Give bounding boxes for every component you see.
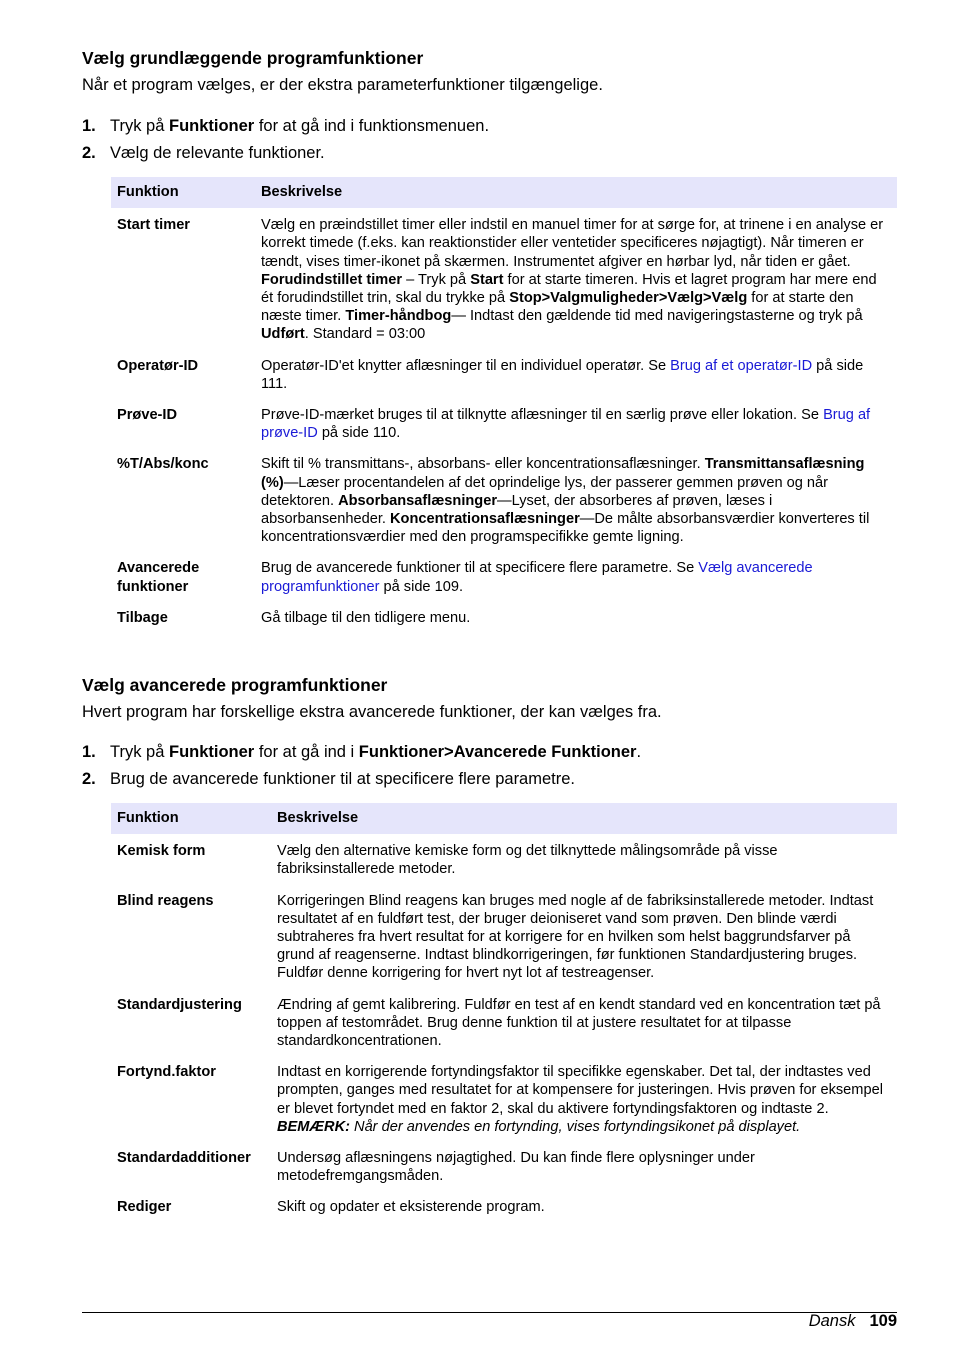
row-description: Korrigeringen Blind reagens kan bruges med nogle af de fabriksinstallerede metoder. Indtast resultatet af en fuldført test, der bruger deioniseret vand som prøven. Den blinde værdi subtraheres fra hvert resultat for at korrigere for en hvilken som helst baggrundsfarver på grund af reagenserne. Indtast blindkorrigeringen, før funktionen Standardjustering bruges. Fuldfør denne korrigering for hvert nyt lot af testreagenser. bbox=[277, 892, 874, 982]
step-2 bbox=[82, 144, 325, 163]
row-key: %T/Abs/konc bbox=[117, 456, 209, 473]
step-bold: Funktioner>Avancerede Funktioner bbox=[358, 743, 637, 761]
footer-language: Dansk bbox=[808, 1312, 856, 1330]
note-label: BEMÆRK: bbox=[277, 1118, 350, 1135]
row-key: Standardadditioner bbox=[117, 1150, 251, 1167]
step-bold: Funktioner bbox=[168, 117, 255, 135]
footer-divider bbox=[82, 1312, 897, 1313]
column-header-function: Funktion bbox=[111, 803, 271, 834]
row-key: Tilbage bbox=[117, 609, 168, 626]
row-description: Skift og opdater et eksisterende program. bbox=[277, 1199, 545, 1216]
step-number: 1. bbox=[82, 117, 96, 135]
table-header-row bbox=[111, 803, 897, 834]
operator-id-link[interactable]: Brug af et operatør-ID bbox=[670, 357, 813, 374]
step-2 bbox=[82, 770, 575, 789]
row-description: Indtast en korrigerende fortyndingsfaktor til specifikke egenskaber. Det tal, der indtastes ved prompten, ganges med resultatet for at kompensere for justeringen. Hvis prøven for eksempel er blevet fortyndet med en faktor 2, skal du aktivere fortyndingsfaktoren og indtaste 2. BEMÆRK: Når der anvendes en fortynding, vises fortyndingsikonet på displayet. bbox=[277, 1064, 883, 1135]
step-bold: Funktioner bbox=[168, 743, 255, 761]
advanced-functions-table bbox=[111, 803, 897, 1224]
step-1 bbox=[82, 117, 489, 136]
row-key: Kemisk form bbox=[117, 843, 206, 860]
step-text: Tryk på bbox=[110, 743, 169, 761]
section-intro-advanced: Hvert program har forskellige ekstra avancerede funktioner, der kan vælges fra. bbox=[82, 703, 662, 721]
step-number: 2. bbox=[82, 770, 96, 788]
row-description: Brug de avancerede funktioner til at specificere flere parametre. Se Vælg avancerede programfunktioner på side 109. bbox=[261, 560, 813, 595]
basic-functions-table bbox=[111, 177, 897, 634]
advanced-functions-link[interactable]: Vælg avancerede programfunktioner bbox=[261, 560, 813, 595]
row-description: Operatør-ID'et knytter aflæsninger til en individuel operatør. Se Brug af et operatør-ID på side 111. bbox=[261, 357, 864, 392]
row-key: Start timer bbox=[117, 217, 190, 234]
step-text: Brug de avancerede funktioner til at specificere flere parametre. bbox=[110, 770, 575, 788]
row-key: Blind reagens bbox=[117, 892, 214, 909]
table-row bbox=[111, 553, 897, 602]
page-number: 109 bbox=[869, 1312, 897, 1330]
row-description: Gå tilbage til den tidligere menu. bbox=[261, 609, 471, 626]
row-description: Ændring af gemt kalibrering. Fuldfør en test af en kendt standard ved en koncentration tæt på toppen af testområdet. Brug denne funktion til at justere resultatet for at tilpasse standardkoncentrationen. bbox=[277, 996, 881, 1050]
table-row bbox=[111, 400, 897, 449]
sample-id-link[interactable]: Brug af prøve-ID bbox=[261, 407, 871, 442]
row-description: Undersøg aflæsningens nøjagtighed. Du kan finde flere oplysninger under metodefremgangsmåden. bbox=[277, 1150, 755, 1185]
table-row bbox=[111, 834, 897, 885]
row-key: Avancerede funktioner bbox=[117, 560, 200, 595]
row-key: Operatør-ID bbox=[117, 357, 199, 374]
table-row bbox=[111, 1143, 897, 1192]
step-text: for at gå ind i bbox=[254, 743, 359, 761]
page-footer bbox=[809, 1312, 897, 1331]
table-header-row bbox=[111, 177, 897, 208]
column-header-function: Funktion bbox=[111, 177, 255, 208]
column-header-description: Beskrivelse bbox=[255, 177, 897, 208]
table-row bbox=[111, 990, 897, 1058]
section-heading-advanced: Vælg avancerede programfunktioner bbox=[82, 675, 388, 695]
section-heading-basic: Vælg grundlæggende programfunktioner bbox=[82, 48, 424, 68]
table-row bbox=[111, 449, 897, 553]
step-number: 2. bbox=[82, 144, 96, 162]
table-row bbox=[111, 886, 897, 990]
row-key: Rediger bbox=[117, 1199, 172, 1216]
table-row bbox=[111, 1057, 897, 1143]
step-text: . bbox=[636, 743, 642, 761]
row-description: Vælg en præindstillet timer eller indstil en manuel timer for at sørge for, at trinene i en analyse er korrekt timede (f.eks. kan reaktionstider eller ventetider specificeres nøjagtigt). Når timeren er tændt, vises timer-ikonet på skærmen. Instrumentet afgiver en hørbar lyd, når tiden er gået. Forudindstillet timer – Tryk på Start for at starte timeren. Hvis et lagret program har mere end ét forudindstillet trin, skal du trykke på Stop>Valgmuligheder>Vælg>Vælg for at starte den næste timer. Timer-håndbog— Indtast den gældende tid med navigeringstasterne og tryk på Udført. Standard = 03:00 bbox=[261, 217, 884, 343]
section-intro-basic: Når et program vælges, er der ekstra parameterfunktioner tilgængelige. bbox=[82, 76, 603, 94]
table-row bbox=[111, 351, 897, 400]
row-description: Skift til % transmittans-, absorbans- eller koncentrationsaflæsninger. Transmittansaflæsning (%)—Læser procentandelen af det oprindelige lys, der passerer gemmen prøven og når detektoren. Absorbansaflæsninger—Lyset, der absorberes af prøven, læses i absorbansenheder. Koncentrationsaflæsninger—De målte absorbansværdier konverteres til koncentrationsværdier med den programspecifikke gemte ligning. bbox=[261, 456, 870, 546]
step-number: 1. bbox=[82, 743, 96, 761]
row-key: Prøve-ID bbox=[117, 407, 178, 424]
row-key: Standardjustering bbox=[117, 996, 242, 1013]
step-text: Vælg de relevante funktioner. bbox=[110, 144, 325, 162]
step-text: for at gå ind i funktionsmenuen. bbox=[254, 117, 490, 135]
table-row bbox=[111, 1192, 897, 1223]
table-row bbox=[111, 603, 897, 634]
table-row bbox=[111, 208, 897, 350]
note-text: Når der anvendes en fortynding, vises fortyndingsikonet på displayet. bbox=[349, 1118, 801, 1135]
step-text: Tryk på bbox=[110, 117, 169, 135]
step-1 bbox=[82, 743, 641, 762]
row-description: Vælg den alternative kemiske form og det tilknyttede målingsområde på visse fabriksinstallerede metoder. bbox=[277, 843, 778, 878]
row-key: Fortynd.faktor bbox=[117, 1064, 216, 1081]
column-header-description: Beskrivelse bbox=[271, 803, 897, 834]
row-description: Prøve-ID-mærket bruges til at tilknytte aflæsninger til en særlig prøve eller lokation. Se Brug af prøve-ID på side 110. bbox=[261, 407, 871, 442]
